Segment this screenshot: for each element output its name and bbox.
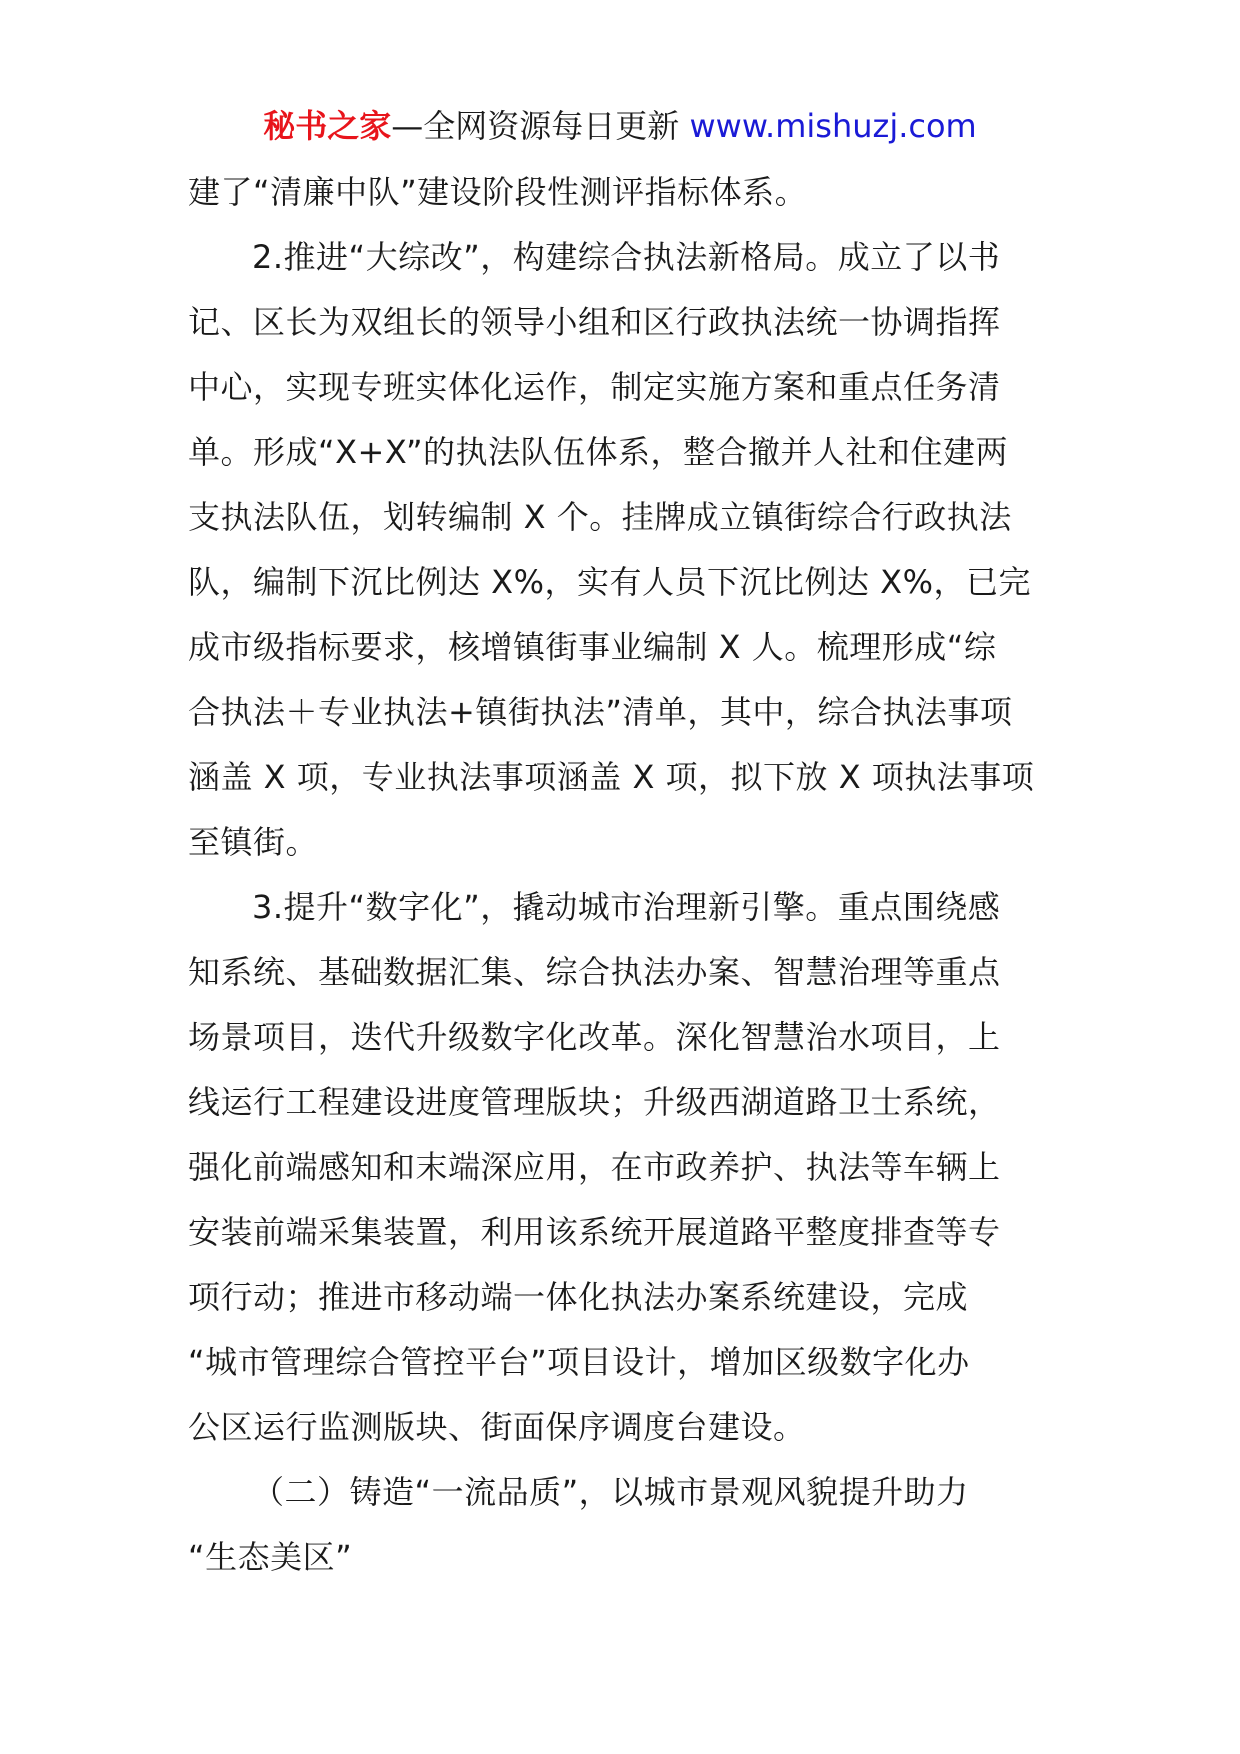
text-line: 安装前端采集装置，利用该系统开展道路平整度排查等专 (188, 1213, 1001, 1251)
text-line: 成市级指标要求，核增镇街事业编制 X 人。梳理形成“综 (188, 628, 997, 666)
text-line: 支执法队伍，划转编制 X 个。挂牌成立镇街综合行政执法 (188, 498, 1012, 536)
page-header (0, 104, 1240, 148)
text-line: 场景项目，迭代升级数字化改革。深化智慧治水项目，上 (188, 1018, 1001, 1056)
text-line: 合执法＋专业执法+镇街执法”清单，其中，综合执法事项 (188, 693, 1013, 731)
text-line: 涵盖 X 项，专业执法事项涵盖 X 项，拟下放 X 项执法事项 (188, 758, 1035, 796)
section-heading: （二）铸造“一流品质”，以城市景观风貌提升助力 (252, 1473, 969, 1511)
text-line: 单。形成“X+X”的执法队伍体系，整合撤并人社和住建两 (188, 433, 1009, 471)
text-line: “城市管理综合管控平台”项目设计，增加区级数字化办 (188, 1343, 970, 1381)
text-line: 知系统、基础数据汇集、综合执法办案、智慧治理等重点 (188, 953, 1001, 991)
document-body (188, 160, 1058, 1590)
site-url: www.mishuzj.com (679, 107, 977, 145)
text-line: 中心，实现专班实体化运作，制定实施方案和重点任务清 (188, 368, 1001, 406)
paragraph-start: 2.推进“大综改”，构建综合执法新格局。成立了以书 (252, 238, 1001, 276)
text-line: 公区运行监测版块、街面保序调度台建设。 (188, 1408, 806, 1446)
section-heading-continuation: “生态美区” (188, 1538, 353, 1576)
text-line: 队，编制下沉比例达 X%，实有人员下沉比例达 X%，已完 (188, 563, 1032, 601)
paragraph-start: 3.提升“数字化”，撬动城市治理新引擎。重点围绕感 (252, 888, 1001, 926)
text-line: 线运行工程建设进度管理版块；升级西湖道路卫士系统， (188, 1083, 1001, 1121)
text-line: 项行动；推进市移动端一体化执法办案系统建设，完成 (188, 1278, 969, 1316)
text-line: 建了“清廉中队”建设阶段性测评指标体系。 (188, 173, 808, 211)
text-line: 强化前端感知和末端深应用，在市政养护、执法等车辆上 (188, 1148, 1001, 1186)
brand-name: 秘书之家 (263, 107, 392, 145)
text-line: 至镇街。 (188, 823, 319, 861)
header-slogan: —全网资源每日更新 (391, 107, 680, 145)
text-line: 记、区长为双组长的领导小组和区行政执法统一协调指挥 (188, 303, 1001, 341)
